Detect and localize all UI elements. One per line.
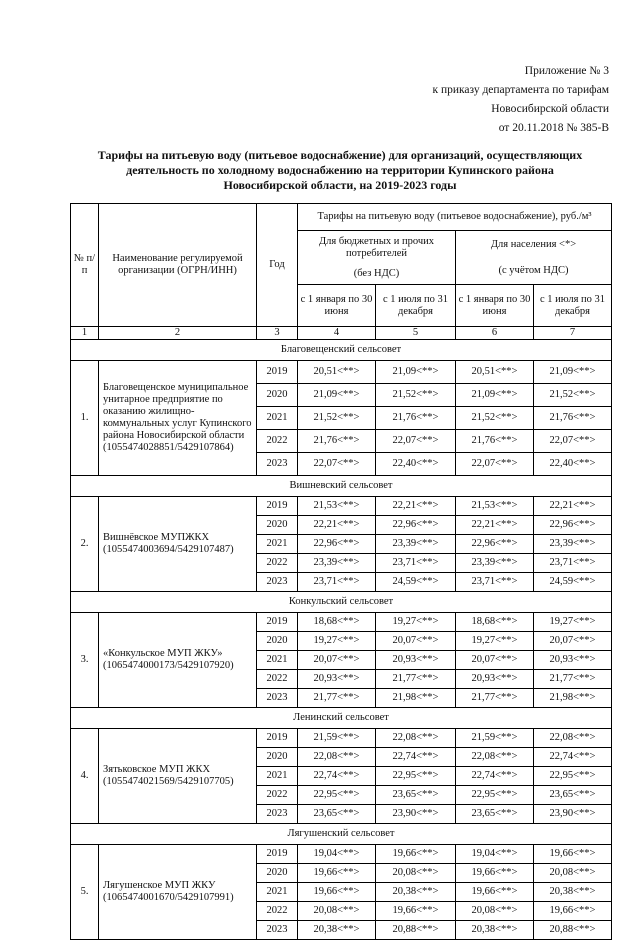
year-cell: 2020: [257, 384, 298, 407]
tariff-value: 23,39<**>: [534, 535, 612, 554]
tariff-value: 22,21<**>: [298, 516, 376, 535]
year-cell: 2021: [257, 535, 298, 554]
tariff-value: 19,66<**>: [534, 902, 612, 921]
header-num: № п/п: [71, 204, 99, 327]
tariff-value: 20,08<**>: [298, 902, 376, 921]
tariff-value: 20,07<**>: [534, 632, 612, 651]
tariff-value: 19,66<**>: [456, 864, 534, 883]
section-row: [71, 340, 612, 361]
tariff-value: 23,39<**>: [456, 554, 534, 573]
tariff-value: 22,95<**>: [456, 786, 534, 805]
tariff-value: 23,65<**>: [534, 786, 612, 805]
tariff-value: 21,53<**>: [456, 497, 534, 516]
tariff-value: 18,68<**>: [456, 613, 534, 632]
tariff-value: 19,66<**>: [376, 845, 456, 864]
year-cell: 2019: [257, 613, 298, 632]
tariff-value: 22,96<**>: [376, 516, 456, 535]
tariff-value: 19,04<**>: [298, 845, 376, 864]
table-row: [71, 729, 612, 748]
year-cell: 2019: [257, 361, 298, 384]
tariff-value: 21,98<**>: [534, 689, 612, 708]
appendix-line: Приложение № 3: [524, 65, 609, 77]
section-name: Вишневский сельсовет: [71, 476, 612, 497]
tariff-value: 22,08<**>: [456, 748, 534, 767]
section-name: Лягушенский сельсовет: [71, 824, 612, 845]
year-cell: 2021: [257, 407, 298, 430]
section-row: [71, 592, 612, 613]
tariff-value: 20,07<**>: [376, 632, 456, 651]
tariff-value: 24,59<**>: [376, 573, 456, 592]
tariff-value: 22,21<**>: [456, 516, 534, 535]
table-row: [71, 497, 612, 516]
section-name: Конкульский сельсовет: [71, 592, 612, 613]
tariff-value: 22,40<**>: [534, 453, 612, 476]
tariff-value: 21,09<**>: [534, 361, 612, 384]
year-cell: 2022: [257, 670, 298, 689]
year-cell: 2022: [257, 430, 298, 453]
year-cell: 2022: [257, 902, 298, 921]
table-row: [71, 361, 612, 384]
tariff-value: 22,96<**>: [534, 516, 612, 535]
header-tariffs: Тарифы на питьевую воду (питьевое водоснабжение), руб./м³: [298, 204, 612, 231]
header-budget-vat: (без НДС): [353, 267, 400, 279]
tariff-value: 21,09<**>: [298, 384, 376, 407]
org-name: Зятьковское МУП ЖКХ (1055474021569/5429107705): [99, 729, 257, 824]
tariff-value: 22,21<**>: [376, 497, 456, 516]
tariff-value: 20,07<**>: [456, 651, 534, 670]
year-cell: 2021: [257, 651, 298, 670]
org-name: Вишнёвское МУПЖКХ (1055474003694/5429107487): [99, 497, 257, 592]
tariff-value: 20,51<**>: [298, 361, 376, 384]
year-cell: 2022: [257, 786, 298, 805]
col-number: 5: [376, 327, 456, 340]
org-number: 4.: [71, 729, 99, 824]
title-line: Тарифы на питьевую воду (питьевое водоснабжение) для организаций, осуществляющих: [97, 148, 583, 162]
tariff-value: 23,71<**>: [376, 554, 456, 573]
tariff-value: 21,77<**>: [534, 670, 612, 689]
tariff-value: 21,09<**>: [456, 384, 534, 407]
tariff-value: 21,59<**>: [298, 729, 376, 748]
tariff-value: 23,65<**>: [376, 786, 456, 805]
tariff-value: 21,98<**>: [376, 689, 456, 708]
col-number: 7: [534, 327, 612, 340]
tariff-value: 21,76<**>: [456, 430, 534, 453]
tariff-value: 21,52<**>: [376, 384, 456, 407]
tariff-value: 21,76<**>: [376, 407, 456, 430]
org-number: 5.: [71, 845, 99, 940]
org-number: 2.: [71, 497, 99, 592]
col-number: 3: [257, 327, 298, 340]
tariff-value: 20,08<**>: [376, 864, 456, 883]
tariff-value: 22,07<**>: [456, 453, 534, 476]
year-cell: 2023: [257, 689, 298, 708]
tariff-value: 20,07<**>: [298, 651, 376, 670]
tariff-value: 20,08<**>: [456, 902, 534, 921]
tariff-value: 20,38<**>: [534, 883, 612, 902]
tariff-value: 19,27<**>: [298, 632, 376, 651]
tariff-value: 20,93<**>: [376, 651, 456, 670]
tariff-value: 22,07<**>: [298, 453, 376, 476]
tariff-value: 22,08<**>: [376, 729, 456, 748]
tariff-value: 21,77<**>: [456, 689, 534, 708]
org-name: Лягушенское МУП ЖКУ (1065474001670/5429107991): [99, 845, 257, 940]
year-cell: 2019: [257, 845, 298, 864]
tariff-value: 19,66<**>: [298, 864, 376, 883]
table-row: [71, 613, 612, 632]
tariff-value: 22,07<**>: [534, 430, 612, 453]
tariff-value: 22,96<**>: [298, 535, 376, 554]
header-name: Наименование регулируемой организации (ОГРН/ИНН): [99, 204, 257, 327]
tariff-value: 20,38<**>: [298, 921, 376, 940]
header-period-2: с 1 июля по 31 декабря: [376, 285, 456, 327]
year-cell: 2020: [257, 516, 298, 535]
tariff-value: 19,66<**>: [456, 883, 534, 902]
tariff-value: 22,08<**>: [534, 729, 612, 748]
year-cell: 2020: [257, 748, 298, 767]
tariff-value: 23,65<**>: [456, 805, 534, 824]
tariff-value: 24,59<**>: [534, 573, 612, 592]
tariff-value: 23,71<**>: [534, 554, 612, 573]
year-cell: 2023: [257, 805, 298, 824]
header-year: Год: [257, 204, 298, 327]
tariff-value: 21,76<**>: [298, 430, 376, 453]
col-number: 6: [456, 327, 534, 340]
appendix-line: к приказу департамента по тарифам: [432, 84, 609, 96]
tariff-value: 21,77<**>: [298, 689, 376, 708]
col-number: 2: [99, 327, 257, 340]
tariff-value: 20,88<**>: [376, 921, 456, 940]
header-budget: [298, 231, 456, 285]
year-cell: 2019: [257, 729, 298, 748]
year-cell: 2020: [257, 864, 298, 883]
tariff-value: 19,27<**>: [376, 613, 456, 632]
section-row: [71, 824, 612, 845]
section-name: Ленинский сельсовет: [71, 708, 612, 729]
header-budget-label: Для бюджетных и прочих потребителей: [318, 235, 434, 259]
tariff-value: 23,90<**>: [376, 805, 456, 824]
year-cell: 2023: [257, 921, 298, 940]
tariff-value: 23,39<**>: [298, 554, 376, 573]
org-name: Благовещенское муниципальное унитарное предприятие по оказанию жилищно-коммунальных услуг Купинского района Новосибирской области (1055474028851/5429107864): [99, 361, 257, 476]
org-number: 1.: [71, 361, 99, 476]
tariff-value: 23,71<**>: [456, 573, 534, 592]
year-cell: 2021: [257, 883, 298, 902]
tariff-value: 22,95<**>: [376, 767, 456, 786]
year-cell: 2020: [257, 632, 298, 651]
tariff-value: 22,74<**>: [456, 767, 534, 786]
tariff-value: 22,21<**>: [534, 497, 612, 516]
tariff-value: 21,53<**>: [298, 497, 376, 516]
tariff-value: 23,90<**>: [534, 805, 612, 824]
tariff-value: 19,04<**>: [456, 845, 534, 864]
tariff-value: 22,07<**>: [376, 430, 456, 453]
tariff-value: 22,40<**>: [376, 453, 456, 476]
tariff-value: 21,52<**>: [456, 407, 534, 430]
table-row: [71, 845, 612, 864]
tariff-table: [70, 203, 612, 940]
tariff-value: 19,27<**>: [456, 632, 534, 651]
tariff-value: 19,66<**>: [534, 845, 612, 864]
header-period-4: с 1 июля по 31 декабря: [534, 285, 612, 327]
tariff-value: 21,52<**>: [298, 407, 376, 430]
tariff-value: 22,08<**>: [298, 748, 376, 767]
tariff-value: 22,95<**>: [534, 767, 612, 786]
document-title: [70, 148, 610, 193]
tariff-value: 23,65<**>: [298, 805, 376, 824]
appendix-line: Новосибирской области: [491, 103, 609, 115]
tariff-value: 19,66<**>: [298, 883, 376, 902]
tariff-value: 20,93<**>: [534, 651, 612, 670]
appendix-block: [432, 62, 609, 138]
tariff-value: 20,93<**>: [298, 670, 376, 689]
org-name: «Конкульское МУП ЖКУ» (1065474000173/5429107920): [99, 613, 257, 708]
tariff-value: 22,74<**>: [298, 767, 376, 786]
tariff-value: 20,38<**>: [456, 921, 534, 940]
tariff-value: 21,59<**>: [456, 729, 534, 748]
tariff-value: 19,66<**>: [376, 902, 456, 921]
header-population-vat: (с учётом НДС): [498, 264, 569, 276]
title-line: Новосибирской области, на 2019-2023 годы: [223, 178, 457, 192]
header-population: [456, 231, 612, 285]
tariff-value: 21,52<**>: [534, 384, 612, 407]
section-row: [71, 476, 612, 497]
tariff-value: 20,38<**>: [376, 883, 456, 902]
year-cell: 2023: [257, 453, 298, 476]
header-period-1: с 1 января по 30 июня: [298, 285, 376, 327]
title-line: деятельность по холодному водоснабжению на территории Купинского района: [126, 163, 554, 177]
year-cell: 2022: [257, 554, 298, 573]
tariff-value: 23,71<**>: [298, 573, 376, 592]
col-number: 4: [298, 327, 376, 340]
tariff-value: 21,76<**>: [534, 407, 612, 430]
col-number: 1: [71, 327, 99, 340]
tariff-value: 20,88<**>: [534, 921, 612, 940]
header-period-3: с 1 января по 30 июня: [456, 285, 534, 327]
tariff-value: 22,74<**>: [534, 748, 612, 767]
tariff-value: 22,96<**>: [456, 535, 534, 554]
header-population-label: Для населения <*>: [490, 238, 577, 250]
appendix-line: от 20.11.2018 № 385-В: [498, 122, 609, 134]
year-cell: 2019: [257, 497, 298, 516]
section-row: [71, 708, 612, 729]
org-number: 3.: [71, 613, 99, 708]
tariff-value: 23,39<**>: [376, 535, 456, 554]
tariff-value: 22,95<**>: [298, 786, 376, 805]
tariff-value: 20,93<**>: [456, 670, 534, 689]
tariff-value: 21,77<**>: [376, 670, 456, 689]
tariff-value: 20,08<**>: [534, 864, 612, 883]
tariff-value: 20,51<**>: [456, 361, 534, 384]
section-name: Благовещенский сельсовет: [71, 340, 612, 361]
tariff-value: 21,09<**>: [376, 361, 456, 384]
tariff-value: 18,68<**>: [298, 613, 376, 632]
tariff-value: 22,74<**>: [376, 748, 456, 767]
tariff-value: 19,27<**>: [534, 613, 612, 632]
year-cell: 2021: [257, 767, 298, 786]
year-cell: 2023: [257, 573, 298, 592]
